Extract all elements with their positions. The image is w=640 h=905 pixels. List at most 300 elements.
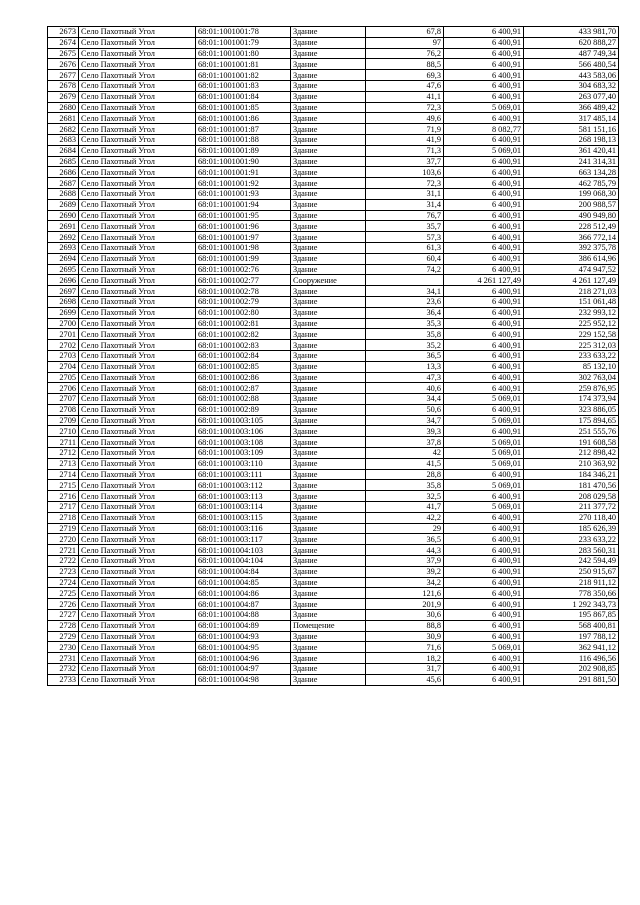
settlement-cell: Село Пахотный Угол — [79, 145, 196, 156]
row-number-cell: 2712 — [48, 448, 79, 459]
settlement-cell: Село Пахотный Угол — [79, 458, 196, 469]
object-type-cell: Здание — [291, 469, 366, 480]
cadastral-value-cell: 212 898,42 — [524, 448, 619, 459]
unit-value-cell: 5 069,01 — [444, 458, 524, 469]
object-type-cell: Здание — [291, 37, 366, 48]
unit-value-cell: 5 069,01 — [444, 415, 524, 426]
table-row — [48, 113, 619, 124]
row-number-cell: 2674 — [48, 37, 79, 48]
cadastral-number-cell: 68:01:1001004:86 — [196, 588, 291, 599]
row-number-cell: 2677 — [48, 70, 79, 81]
table-row — [48, 383, 619, 394]
object-type-cell: Здание — [291, 426, 366, 437]
cadastral-number-cell: 68:01:1001001:80 — [196, 48, 291, 59]
settlement-cell: Село Пахотный Угол — [79, 674, 196, 685]
table-row — [48, 286, 619, 297]
row-number-cell: 2687 — [48, 178, 79, 189]
object-type-cell: Здание — [291, 242, 366, 253]
unit-value-cell: 6 400,91 — [444, 307, 524, 318]
cadastral-value-cell: 366 772,14 — [524, 232, 619, 243]
settlement-cell: Село Пахотный Угол — [79, 480, 196, 491]
cadastral-value-cell: 208 029,58 — [524, 491, 619, 502]
cadastral-value-cell: 233 633,22 — [524, 534, 619, 545]
unit-value-cell: 5 069,01 — [444, 437, 524, 448]
unit-value-cell: 6 400,91 — [444, 37, 524, 48]
row-number-cell: 2700 — [48, 318, 79, 329]
row-number-cell: 2710 — [48, 426, 79, 437]
table-row — [48, 394, 619, 405]
cadastral-number-cell: 68:01:1001001:83 — [196, 80, 291, 91]
area-cell: 13,3 — [366, 361, 444, 372]
row-number-cell: 2681 — [48, 113, 79, 124]
cadastral-value-cell: 185 626,39 — [524, 523, 619, 534]
object-type-cell: Здание — [291, 167, 366, 178]
table-row — [48, 350, 619, 361]
row-number-cell: 2686 — [48, 167, 79, 178]
cadastral-number-cell: 68:01:1001003:113 — [196, 491, 291, 502]
row-number-cell: 2689 — [48, 199, 79, 210]
area-cell: 30,6 — [366, 610, 444, 621]
row-number-cell: 2729 — [48, 631, 79, 642]
table-row — [48, 37, 619, 48]
cadastral-number-cell: 68:01:1001001:78 — [196, 27, 291, 38]
unit-value-cell: 6 400,91 — [444, 167, 524, 178]
area-cell: 31,7 — [366, 664, 444, 675]
cadastral-number-cell: 68:01:1001001:91 — [196, 167, 291, 178]
settlement-cell: Село Пахотный Угол — [79, 469, 196, 480]
row-number-cell: 2714 — [48, 469, 79, 480]
cadastral-value-cell: 268 198,13 — [524, 134, 619, 145]
unit-value-cell: 6 400,91 — [444, 610, 524, 621]
row-number-cell: 2696 — [48, 275, 79, 286]
cadastral-number-cell: 68:01:1001004:103 — [196, 545, 291, 556]
settlement-cell: Село Пахотный Угол — [79, 664, 196, 675]
unit-value-cell: 6 400,91 — [444, 242, 524, 253]
cadastral-value-cell: 323 886,05 — [524, 404, 619, 415]
cadastral-value-cell: 151 061,48 — [524, 296, 619, 307]
settlement-cell: Село Пахотный Угол — [79, 178, 196, 189]
row-number-cell: 2732 — [48, 664, 79, 675]
cadastral-number-cell: 68:01:1001003:109 — [196, 448, 291, 459]
settlement-cell: Село Пахотный Угол — [79, 534, 196, 545]
table-row — [48, 577, 619, 588]
area-cell: 35,2 — [366, 340, 444, 351]
unit-value-cell: 6 400,91 — [444, 534, 524, 545]
cadastral-number-cell: 68:01:1001002:88 — [196, 394, 291, 405]
unit-value-cell: 6 400,91 — [444, 372, 524, 383]
table-row — [48, 145, 619, 156]
object-type-cell: Здание — [291, 577, 366, 588]
table-row — [48, 372, 619, 383]
property-table — [47, 26, 619, 686]
area-cell: 29 — [366, 523, 444, 534]
cadastral-number-cell: 68:01:1001002:87 — [196, 383, 291, 394]
area-cell: 71,9 — [366, 124, 444, 135]
unit-value-cell: 5 069,01 — [444, 480, 524, 491]
settlement-cell: Село Пахотный Угол — [79, 134, 196, 145]
unit-value-cell: 6 400,91 — [444, 113, 524, 124]
cadastral-number-cell: 68:01:1001001:92 — [196, 178, 291, 189]
settlement-cell: Село Пахотный Угол — [79, 340, 196, 351]
cadastral-number-cell: 68:01:1001002:89 — [196, 404, 291, 415]
cadastral-value-cell: 1 292 343,73 — [524, 599, 619, 610]
area-cell: 23,6 — [366, 296, 444, 307]
cadastral-value-cell: 228 512,49 — [524, 221, 619, 232]
unit-value-cell: 6 400,91 — [444, 545, 524, 556]
object-type-cell: Здание — [291, 199, 366, 210]
unit-value-cell: 6 400,91 — [444, 286, 524, 297]
cadastral-value-cell: 225 952,12 — [524, 318, 619, 329]
table-row — [48, 664, 619, 675]
cadastral-value-cell: 302 763,04 — [524, 372, 619, 383]
object-type-cell: Здание — [291, 350, 366, 361]
cadastral-value-cell: 263 077,40 — [524, 91, 619, 102]
settlement-cell: Село Пахотный Угол — [79, 394, 196, 405]
area-cell — [366, 275, 444, 286]
cadastral-value-cell: 225 312,03 — [524, 340, 619, 351]
table-row — [48, 178, 619, 189]
unit-value-cell: 6 400,91 — [444, 566, 524, 577]
cadastral-number-cell: 68:01:1001001:93 — [196, 188, 291, 199]
object-type-cell: Здание — [291, 664, 366, 675]
unit-value-cell: 6 400,91 — [444, 599, 524, 610]
unit-value-cell: 6 400,91 — [444, 48, 524, 59]
object-type-cell: Здание — [291, 545, 366, 556]
unit-value-cell: 6 400,91 — [444, 199, 524, 210]
table-row — [48, 674, 619, 685]
object-type-cell: Здание — [291, 286, 366, 297]
row-number-cell: 2682 — [48, 124, 79, 135]
settlement-cell: Село Пахотный Угол — [79, 275, 196, 286]
area-cell: 71,3 — [366, 145, 444, 156]
area-cell: 35,3 — [366, 318, 444, 329]
unit-value-cell: 6 400,91 — [444, 318, 524, 329]
area-cell: 76,7 — [366, 210, 444, 221]
unit-value-cell: 6 400,91 — [444, 70, 524, 81]
cadastral-number-cell: 68:01:1001001:81 — [196, 59, 291, 70]
area-cell: 76,2 — [366, 48, 444, 59]
cadastral-value-cell: 200 988,57 — [524, 199, 619, 210]
settlement-cell: Село Пахотный Угол — [79, 156, 196, 167]
unit-value-cell: 5 069,01 — [444, 394, 524, 405]
table-row — [48, 512, 619, 523]
settlement-cell: Село Пахотный Угол — [79, 426, 196, 437]
object-type-cell: Здание — [291, 80, 366, 91]
unit-value-cell: 6 400,91 — [444, 404, 524, 415]
row-number-cell: 2701 — [48, 329, 79, 340]
area-cell: 39,2 — [366, 566, 444, 577]
table-row — [48, 232, 619, 243]
table-row — [48, 102, 619, 113]
cadastral-value-cell: 175 894,65 — [524, 415, 619, 426]
table-row — [48, 448, 619, 459]
object-type-cell: Здание — [291, 480, 366, 491]
table-row — [48, 167, 619, 178]
row-number-cell: 2721 — [48, 545, 79, 556]
object-type-cell: Здание — [291, 27, 366, 38]
area-cell: 57,3 — [366, 232, 444, 243]
settlement-cell: Село Пахотный Угол — [79, 59, 196, 70]
cadastral-value-cell: 195 867,85 — [524, 610, 619, 621]
row-number-cell: 2673 — [48, 27, 79, 38]
cadastral-value-cell: 218 911,12 — [524, 577, 619, 588]
table-row — [48, 610, 619, 621]
cadastral-number-cell: 68:01:1001001:97 — [196, 232, 291, 243]
row-number-cell: 2731 — [48, 653, 79, 664]
area-cell: 35,8 — [366, 480, 444, 491]
settlement-cell: Село Пахотный Угол — [79, 329, 196, 340]
object-type-cell: Здание — [291, 448, 366, 459]
cadastral-value-cell: 620 888,27 — [524, 37, 619, 48]
cadastral-value-cell: 443 583,06 — [524, 70, 619, 81]
table-row — [48, 556, 619, 567]
object-type-cell: Здание — [291, 523, 366, 534]
cadastral-value-cell: 259 876,95 — [524, 383, 619, 394]
cadastral-value-cell: 566 480,54 — [524, 59, 619, 70]
area-cell: 34,1 — [366, 286, 444, 297]
area-cell: 31,1 — [366, 188, 444, 199]
cadastral-value-cell: 663 134,28 — [524, 167, 619, 178]
settlement-cell: Село Пахотный Угол — [79, 264, 196, 275]
object-type-cell: Здание — [291, 156, 366, 167]
unit-value-cell: 6 400,91 — [444, 577, 524, 588]
settlement-cell: Село Пахотный Угол — [79, 448, 196, 459]
cadastral-number-cell: 68:01:1001003:105 — [196, 415, 291, 426]
unit-value-cell: 5 069,01 — [444, 102, 524, 113]
area-cell: 41,1 — [366, 91, 444, 102]
cadastral-value-cell: 197 788,12 — [524, 631, 619, 642]
settlement-cell: Село Пахотный Угол — [79, 610, 196, 621]
row-number-cell: 2706 — [48, 383, 79, 394]
area-cell: 47,6 — [366, 80, 444, 91]
cadastral-value-cell: 229 152,58 — [524, 329, 619, 340]
table-row — [48, 188, 619, 199]
row-number-cell: 2713 — [48, 458, 79, 469]
table-row — [48, 426, 619, 437]
table-row — [48, 588, 619, 599]
row-number-cell: 2722 — [48, 556, 79, 567]
table-row — [48, 631, 619, 642]
settlement-cell: Село Пахотный Угол — [79, 566, 196, 577]
settlement-cell: Село Пахотный Угол — [79, 653, 196, 664]
table-row — [48, 620, 619, 631]
area-cell: 32,5 — [366, 491, 444, 502]
row-number-cell: 2679 — [48, 91, 79, 102]
row-number-cell: 2702 — [48, 340, 79, 351]
object-type-cell: Здание — [291, 599, 366, 610]
object-type-cell: Здание — [291, 512, 366, 523]
cadastral-number-cell: 68:01:1001001:94 — [196, 199, 291, 210]
area-cell: 30,9 — [366, 631, 444, 642]
area-cell: 61,3 — [366, 242, 444, 253]
row-number-cell: 2728 — [48, 620, 79, 631]
settlement-cell: Село Пахотный Угол — [79, 48, 196, 59]
object-type-cell: Здание — [291, 178, 366, 189]
cadastral-number-cell: 68:01:1001003:117 — [196, 534, 291, 545]
area-cell: 47,3 — [366, 372, 444, 383]
row-number-cell: 2708 — [48, 404, 79, 415]
settlement-cell: Село Пахотный Угол — [79, 545, 196, 556]
row-number-cell: 2705 — [48, 372, 79, 383]
cadastral-number-cell: 68:01:1001002:80 — [196, 307, 291, 318]
unit-value-cell: 6 400,91 — [444, 329, 524, 340]
cadastral-value-cell: 85 132,10 — [524, 361, 619, 372]
cadastral-value-cell: 568 400,81 — [524, 620, 619, 631]
row-number-cell: 2709 — [48, 415, 79, 426]
unit-value-cell: 6 400,91 — [444, 264, 524, 275]
cadastral-number-cell: 68:01:1001003:111 — [196, 469, 291, 480]
object-type-cell: Здание — [291, 394, 366, 405]
table-row — [48, 59, 619, 70]
unit-value-cell: 6 400,91 — [444, 491, 524, 502]
area-cell: 37,7 — [366, 156, 444, 167]
cadastral-value-cell: 487 749,34 — [524, 48, 619, 59]
settlement-cell: Село Пахотный Угол — [79, 167, 196, 178]
table-row — [48, 653, 619, 664]
row-number-cell: 2698 — [48, 296, 79, 307]
settlement-cell: Село Пахотный Угол — [79, 242, 196, 253]
unit-value-cell: 6 400,91 — [444, 134, 524, 145]
cadastral-number-cell: 68:01:1001002:77 — [196, 275, 291, 286]
settlement-cell: Село Пахотный Угол — [79, 307, 196, 318]
object-type-cell: Здание — [291, 91, 366, 102]
cadastral-value-cell: 191 608,58 — [524, 437, 619, 448]
area-cell: 40,6 — [366, 383, 444, 394]
area-cell: 71,6 — [366, 642, 444, 653]
object-type-cell: Здание — [291, 383, 366, 394]
cadastral-number-cell: 68:01:1001004:84 — [196, 566, 291, 577]
row-number-cell: 2694 — [48, 253, 79, 264]
row-number-cell: 2718 — [48, 512, 79, 523]
object-type-cell: Здание — [291, 253, 366, 264]
cadastral-number-cell: 68:01:1001004:88 — [196, 610, 291, 621]
table-row — [48, 242, 619, 253]
cadastral-number-cell: 68:01:1001003:110 — [196, 458, 291, 469]
cadastral-value-cell: 778 350,66 — [524, 588, 619, 599]
unit-value-cell: 6 400,91 — [444, 188, 524, 199]
settlement-cell: Село Пахотный Угол — [79, 188, 196, 199]
row-number-cell: 2683 — [48, 134, 79, 145]
cadastral-value-cell: 392 375,78 — [524, 242, 619, 253]
cadastral-number-cell: 68:01:1001001:85 — [196, 102, 291, 113]
area-cell: 67,8 — [366, 27, 444, 38]
table-body — [48, 27, 619, 686]
table-row — [48, 221, 619, 232]
table-row — [48, 415, 619, 426]
cadastral-value-cell: 462 785,79 — [524, 178, 619, 189]
unit-value-cell: 6 400,91 — [444, 512, 524, 523]
area-cell: 36,5 — [366, 350, 444, 361]
unit-value-cell: 6 400,91 — [444, 91, 524, 102]
settlement-cell: Село Пахотный Угол — [79, 199, 196, 210]
cadastral-number-cell: 68:01:1001004:104 — [196, 556, 291, 567]
table-row — [48, 48, 619, 59]
area-cell: 88,5 — [366, 59, 444, 70]
unit-value-cell: 6 400,91 — [444, 340, 524, 351]
object-type-cell: Здание — [291, 232, 366, 243]
table-row — [48, 124, 619, 135]
object-type-cell: Здание — [291, 502, 366, 513]
settlement-cell: Село Пахотный Угол — [79, 415, 196, 426]
area-cell: 37,8 — [366, 437, 444, 448]
cadastral-number-cell: 68:01:1001004:87 — [196, 599, 291, 610]
area-cell: 34,2 — [366, 577, 444, 588]
object-type-cell: Здание — [291, 491, 366, 502]
settlement-cell: Село Пахотный Угол — [79, 102, 196, 113]
table-row — [48, 253, 619, 264]
cadastral-value-cell: 490 949,80 — [524, 210, 619, 221]
settlement-cell: Село Пахотный Угол — [79, 556, 196, 567]
table-row — [48, 480, 619, 491]
table-row — [48, 27, 619, 38]
settlement-cell: Село Пахотный Угол — [79, 350, 196, 361]
settlement-cell: Село Пахотный Угол — [79, 577, 196, 588]
row-number-cell: 2688 — [48, 188, 79, 199]
unit-value-cell: 6 400,91 — [444, 523, 524, 534]
object-type-cell: Здание — [291, 674, 366, 685]
unit-value-cell: 6 400,91 — [444, 653, 524, 664]
unit-value-cell: 6 400,91 — [444, 620, 524, 631]
cadastral-number-cell: 68:01:1001004:93 — [196, 631, 291, 642]
cadastral-number-cell: 68:01:1001002:76 — [196, 264, 291, 275]
cadastral-value-cell: 250 915,67 — [524, 566, 619, 577]
cadastral-number-cell: 68:01:1001003:116 — [196, 523, 291, 534]
cadastral-number-cell: 68:01:1001001:79 — [196, 37, 291, 48]
object-type-cell: Здание — [291, 642, 366, 653]
unit-value-cell: 6 400,91 — [444, 156, 524, 167]
settlement-cell: Село Пахотный Угол — [79, 620, 196, 631]
cadastral-number-cell: 68:01:1001001:82 — [196, 70, 291, 81]
row-number-cell: 2733 — [48, 674, 79, 685]
object-type-cell: Сооружение — [291, 275, 366, 286]
row-number-cell: 2690 — [48, 210, 79, 221]
unit-value-cell: 6 400,91 — [444, 232, 524, 243]
object-type-cell: Здание — [291, 404, 366, 415]
cadastral-value-cell: 218 271,03 — [524, 286, 619, 297]
cadastral-value-cell: 291 881,50 — [524, 674, 619, 685]
row-number-cell: 2697 — [48, 286, 79, 297]
table-row — [48, 134, 619, 145]
unit-value-cell: 4 261 127,49 — [444, 275, 524, 286]
object-type-cell: Здание — [291, 372, 366, 383]
cadastral-number-cell: 68:01:1001002:81 — [196, 318, 291, 329]
settlement-cell: Село Пахотный Угол — [79, 361, 196, 372]
table-row — [48, 534, 619, 545]
settlement-cell: Село Пахотный Угол — [79, 91, 196, 102]
cadastral-number-cell: 68:01:1001002:83 — [196, 340, 291, 351]
table-row — [48, 296, 619, 307]
settlement-cell: Село Пахотный Угол — [79, 502, 196, 513]
row-number-cell: 2685 — [48, 156, 79, 167]
cadastral-number-cell: 68:01:1001002:85 — [196, 361, 291, 372]
area-cell: 72,3 — [366, 102, 444, 113]
object-type-cell: Здание — [291, 296, 366, 307]
cadastral-value-cell: 242 594,49 — [524, 556, 619, 567]
cadastral-value-cell: 202 908,85 — [524, 664, 619, 675]
unit-value-cell: 5 069,01 — [444, 448, 524, 459]
row-number-cell: 2699 — [48, 307, 79, 318]
cadastral-value-cell: 304 683,32 — [524, 80, 619, 91]
unit-value-cell: 6 400,91 — [444, 178, 524, 189]
row-number-cell: 2724 — [48, 577, 79, 588]
settlement-cell: Село Пахотный Угол — [79, 296, 196, 307]
cadastral-value-cell: 199 068,30 — [524, 188, 619, 199]
area-cell: 72,3 — [366, 178, 444, 189]
area-cell: 41,9 — [366, 134, 444, 145]
area-cell: 35,7 — [366, 221, 444, 232]
row-number-cell: 2730 — [48, 642, 79, 653]
cadastral-value-cell: 251 555,76 — [524, 426, 619, 437]
